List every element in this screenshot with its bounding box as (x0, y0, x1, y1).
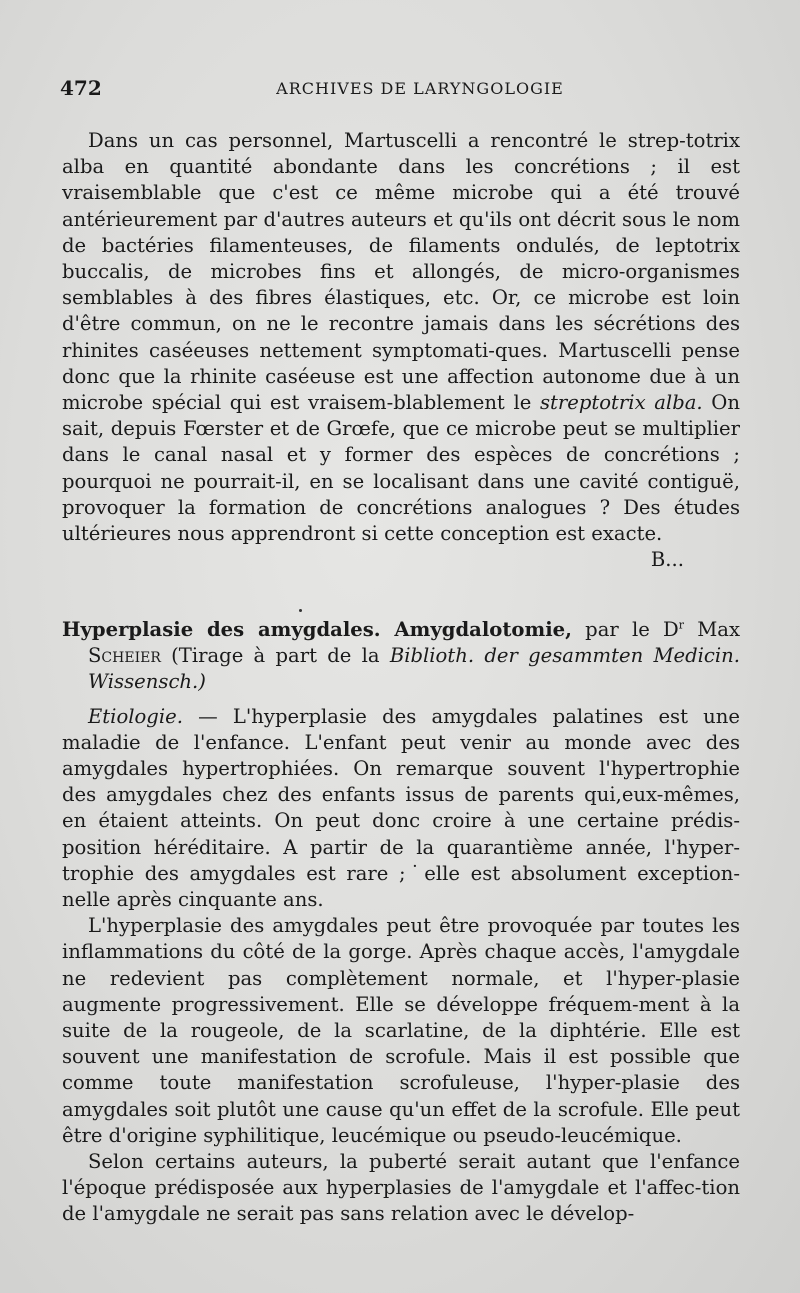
etiology-label: Etiologie. (88, 704, 183, 728)
review-text: Dans un cas personnel, Martuscelli a rencontré le strep-totrix alba en quantité abondante dans les concrétions ; il est vraisemblable que c'est ce même microbe qui a été trouvé antérieurement par d'autres auteurs et qu'ils ont décrit sous le nom de bactéries filamenteuses, de filaments ondulés, de leptotrix buccalis, de microbes fins et allongés, de micro-organismes semblables à des fibres élastiques, etc. Or, ce microbe est loin d'être commun, on ne le recontre jamais dans les sécrétions des rhinites caséeuses nettement symptomati-ques. Martuscelli pense donc que la rhinite caséeuse est une affection autonome due à un microbe spécial qui est vraisem-blablement le (62, 129, 740, 415)
reviewer-signature: B... (650, 548, 684, 572)
page-number: 472 (60, 76, 102, 100)
paragraph-puberty: Selon certains auteurs, la puberté serait autant que l'enfance l'époque prédisposée aux hyperplasies de l'amygdale et l'affec-tion de l'amygdale ne serait pas sans relation avec le dévelop- (62, 1150, 740, 1226)
article-heading (62, 617, 740, 696)
article-title: Hyperplasie des amygdales. Amygdalotomie, (62, 618, 572, 641)
source-open: (Tirage à part de la (171, 644, 380, 668)
author-prefix-sup: r (678, 618, 685, 632)
paragraph-causes: L'hyperplasie des amygdales peut être provoquée par toutes les inflammations du côté de la gorge. Après chaque accès, l'amygdale ne redevient pas complètement normale, et l'hyper-plasie augmente progressivement. Elle se développe fréquem-ment à la suite de la rougeole, de la scarlatine, de la diphtérie. Elle est souvent une manifestation de scrofule. Mais il est possible que comme toute manifestation scrofuleuse, l'hyper-plasie des amygdales soit plutôt une cause qu'un effet de la scrofule. Elle peut être d'origine syphilitique, leucémique ou pseudo-leucémique. (62, 914, 740, 1147)
review-text-end: On sait, depuis Fœrster et de Grœfe, que ce microbe peut se multiplier dans le canal nasal et y former des espèces de concrétions ; pourquoi ne pourrait-il, en se localisant dans une cavité contiguë, provoquer la formation de concrétions analogues ? Des études ultérieures nous apprendront si cette conception est exacte. (62, 391, 740, 546)
review-scheier (62, 617, 740, 1228)
journal-title: ARCHIVES DE LARYNGOLOGIE (276, 79, 564, 98)
source-title: Biblioth. der gesammten Medicin. Wissensch.) (88, 644, 741, 694)
etiology-paragraph (62, 704, 740, 914)
species-name: streptotrix alba. (539, 391, 703, 415)
etiology-text: — L'hyperplasie des amygdales palatines est une maladie de l'enfance. L'enfant peut venir au monde avec des amygdales hypertrophiées. On remarque souvent l'hypertrophie des amygdales chez des enfants issus de parents qui,eux-mêmes, en étaient atteints. On peut donc croire à une certaine prédis-position héréditaire. A partir de la quarantième année, l'hyper-trophie des amygdales est rare ;˙elle est absolument exception-nelle après cinquante ans. (62, 704, 740, 912)
review-body (62, 128, 740, 547)
review-martuscelli (62, 128, 740, 573)
separator-dot (299, 609, 302, 612)
author-last-name: Scheier (88, 644, 161, 668)
author-prefix: par le D (585, 618, 679, 641)
author-first-name: Max (697, 618, 741, 641)
running-head (60, 76, 740, 106)
